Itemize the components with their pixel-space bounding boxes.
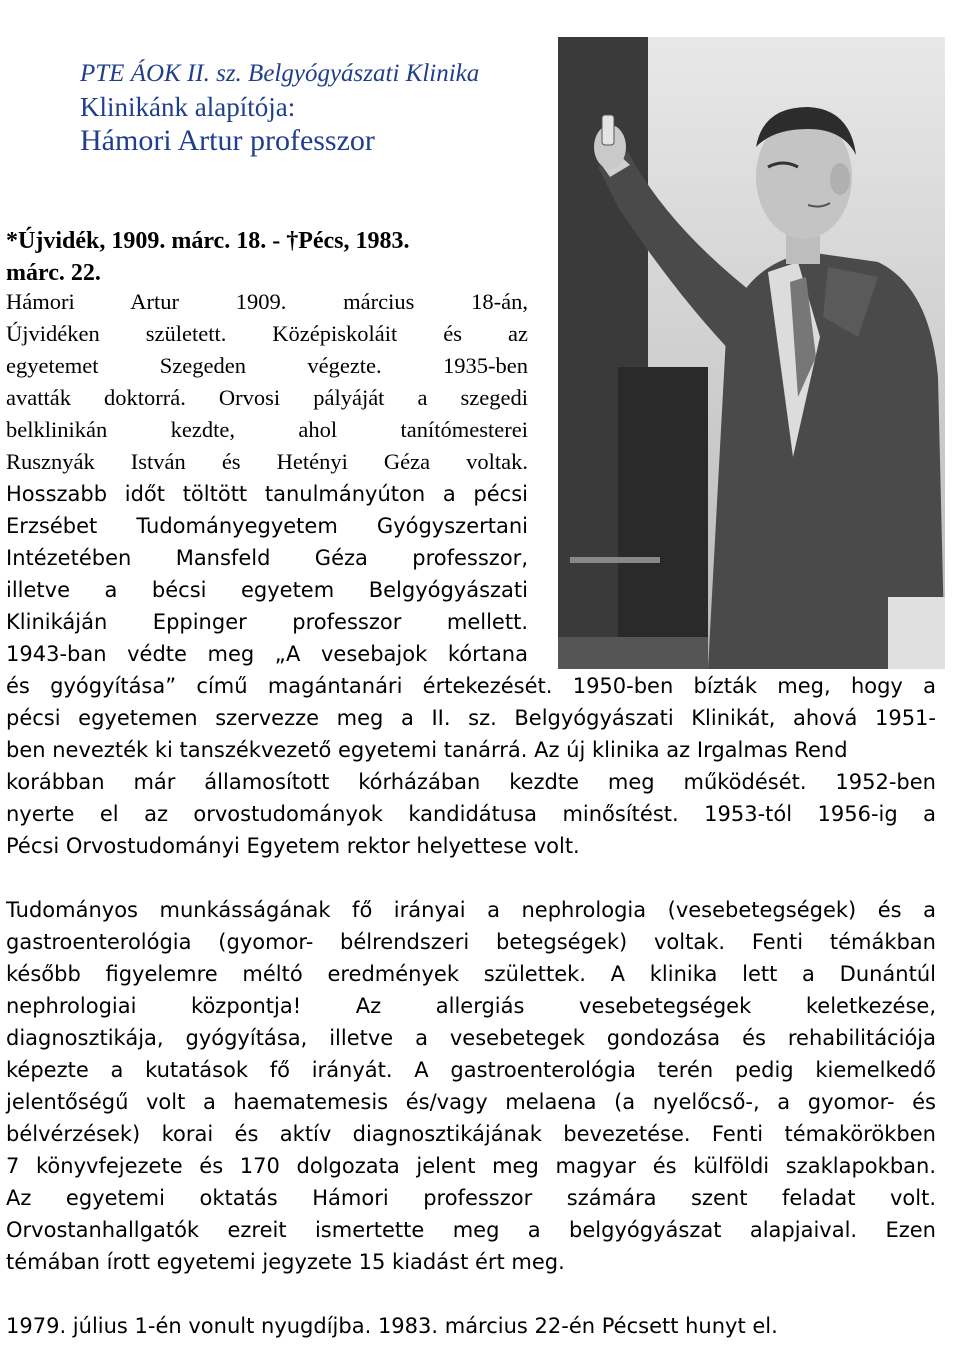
birth-death-line: *Újvidék, 1909. márc. 18. - †Pécs, 1983.	[6, 228, 410, 254]
birth-death-line-cont: márc. 22.	[6, 260, 101, 286]
bio-line: Rusznyák István és Hetényi Géza voltak.	[6, 449, 528, 474]
research-line: gastroenterológia (gyomor- bélrendszeri betegségek) voltak. Fenti témákban	[6, 930, 936, 954]
bio-line: pécsi egyetemen szervezze meg a II. sz. Belgyógyászati Klinikát, ahová 1951-	[6, 706, 936, 730]
research-line: később figyelemre méltó eredmények születtek. A klinika lett a Dunántúl	[6, 962, 936, 986]
retirement-line: 1979. július 1-én vonult nyugdíjba. 1983. március 22-én Pécsett hunyt el.	[6, 1314, 778, 1338]
bio-line: ben nevezték ki tanszékvezető egyetemi tanárrá. Az új klinika az Irgalmas Rend	[6, 738, 848, 762]
research-line: témában írott egyetemi jegyzete 15 kiadást ért meg.	[6, 1250, 565, 1274]
research-line: nephrologiai központja! Az allergiás vesebetegségek keletkezése,	[6, 994, 936, 1018]
bio-line: Hosszabb időt töltött tanulmányúton a pécsi	[6, 482, 528, 506]
bio-line: Intézetében Mansfeld Géza professzor,	[6, 546, 528, 570]
bio-line: Pécsi Orvostudományi Egyetem rektor helyettese volt.	[6, 834, 580, 858]
research-line: jelentőségű volt a haematemesis és/vagy melaena (a nyelőcső-, a gyomor- és	[6, 1090, 936, 1114]
research-line: 7 könyvfejezete és 170 dolgozata jelent meg magyar és külföldi szaklapokban.	[6, 1154, 936, 1178]
bio-line: Hámori Artur 1909. március 18-án,	[6, 289, 528, 314]
research-line: képezte a kutatások fő irányát. A gastroenterológia terén pedig kiemelkedő	[6, 1058, 936, 1082]
bio-line: 1943-ban védte meg „A vesebajok kórtana	[6, 642, 528, 666]
research-line: bélvérzések) korai és aktív diagnosztikájának bevezetése. Fenti témakörökben	[6, 1122, 936, 1146]
bio-line: Erzsébet Tudományegyetem Gyógyszertani	[6, 514, 528, 538]
founder-name: Hámori Artur professzor	[80, 124, 375, 157]
bio-line: Klinikáján Eppinger professzor mellett.	[6, 610, 528, 634]
bio-line: egyetemet Szegeden végezte. 1935-ben	[6, 353, 528, 378]
founder-subtitle: Klinikánk alapítója:	[80, 92, 296, 122]
bio-line: és gyógyítása” című magántanári értekezését. 1950-ben bízták meg, hogy a	[6, 674, 936, 698]
research-line: Az egyetemi oktatás Hámori professzor számára szent feladat volt.	[6, 1186, 936, 1210]
bio-line: illetve a bécsi egyetem Belgyógyászati	[6, 578, 528, 602]
research-line: diagnosztikája, gyógyítása, illetve a vesebetegek gondozása és rehabilitációja	[6, 1026, 936, 1050]
bio-line: Újvidéken született. Középiskoláit és az	[6, 321, 528, 346]
institution-title: PTE ÁOK II. sz. Belgyógyászati Klinika	[80, 60, 480, 87]
research-line: Tudományos munkásságának fő irányai a nephrologia (vesebetegségek) és a	[6, 898, 936, 922]
bio-line: nyerte el az orvostudományok kandidátusa minősítést. 1953-tól 1956-ig a	[6, 802, 936, 826]
bio-line: avatták doktorrá. Orvosi pályáját a szegedi	[6, 385, 528, 410]
portrait-photo	[558, 37, 945, 669]
bio-line: korábban már államosított kórházában kezdte meg működését. 1952-ben	[6, 770, 936, 794]
bio-line: belklinikán kezdte, ahol tanítómesterei	[6, 417, 528, 442]
research-line: Orvostanhallgatók ezreit ismertette meg a belgyógyászat alapjaival. Ezen	[6, 1218, 936, 1242]
